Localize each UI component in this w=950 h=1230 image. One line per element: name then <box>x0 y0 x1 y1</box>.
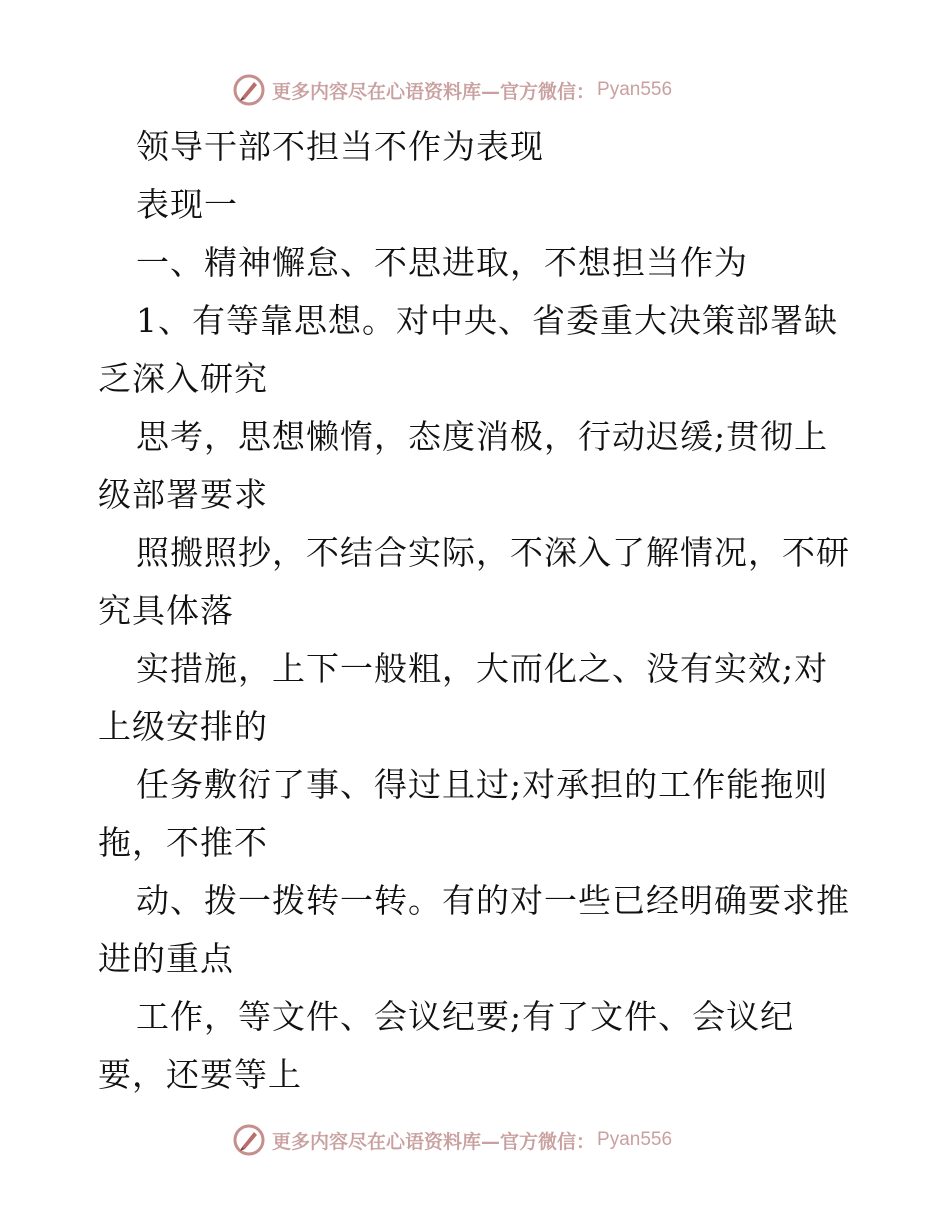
paragraph-line: 上级安排的 <box>98 707 268 746</box>
paragraph-line: 思考，思想懒惰，态度消极，行动迟缓;贯彻上 <box>136 417 829 456</box>
watermark-handle: Pyan556 <box>597 1129 673 1150</box>
subsection-heading: 一、精神懈怠、不思进取，不想担当作为 <box>136 243 748 282</box>
paragraph-line: 级部署要求 <box>98 475 268 514</box>
watermark-text: 更多内容尽在心语资料库—官方微信： <box>272 1130 596 1153</box>
pen-circle-logo-icon <box>232 73 266 107</box>
paragraph-line: 工作，等文件、会议纪要;有了文件、会议纪 <box>136 997 795 1036</box>
watermark-text: 更多内容尽在心语资料库—官方微信： <box>272 80 596 103</box>
header-watermark <box>232 72 672 108</box>
paragraph-line: 拖，不推不 <box>98 823 268 862</box>
paragraph-line: 动、拨一拨转一转。有的对一些已经明确要求推 <box>136 881 850 920</box>
paragraph-line: 要，还要等上 <box>98 1055 302 1094</box>
paragraph-line: 照搬照抄，不结合实际，不深入了解情况，不研 <box>136 533 850 572</box>
paragraph-line: 进的重点 <box>98 939 234 978</box>
watermark-handle: Pyan556 <box>597 79 673 100</box>
document-body <box>98 118 858 1104</box>
pen-circle-logo-icon <box>232 1123 266 1157</box>
document-title: 领导干部不担当不作为表现 <box>136 127 544 166</box>
paragraph-line: 1、有等靠思想。对中央、省委重大决策部署缺 <box>136 301 838 340</box>
paragraph-line: 乏深入研究 <box>98 359 268 398</box>
paragraph-line: 究具体落 <box>98 591 234 630</box>
section-heading: 表现一 <box>136 185 238 224</box>
paragraph-line: 任务敷衍了事、得过且过;对承担的工作能拖则 <box>136 765 829 804</box>
paragraph-line: 实措施，上下一般粗，大而化之、没有实效;对 <box>136 649 829 688</box>
footer-watermark <box>232 1122 672 1158</box>
